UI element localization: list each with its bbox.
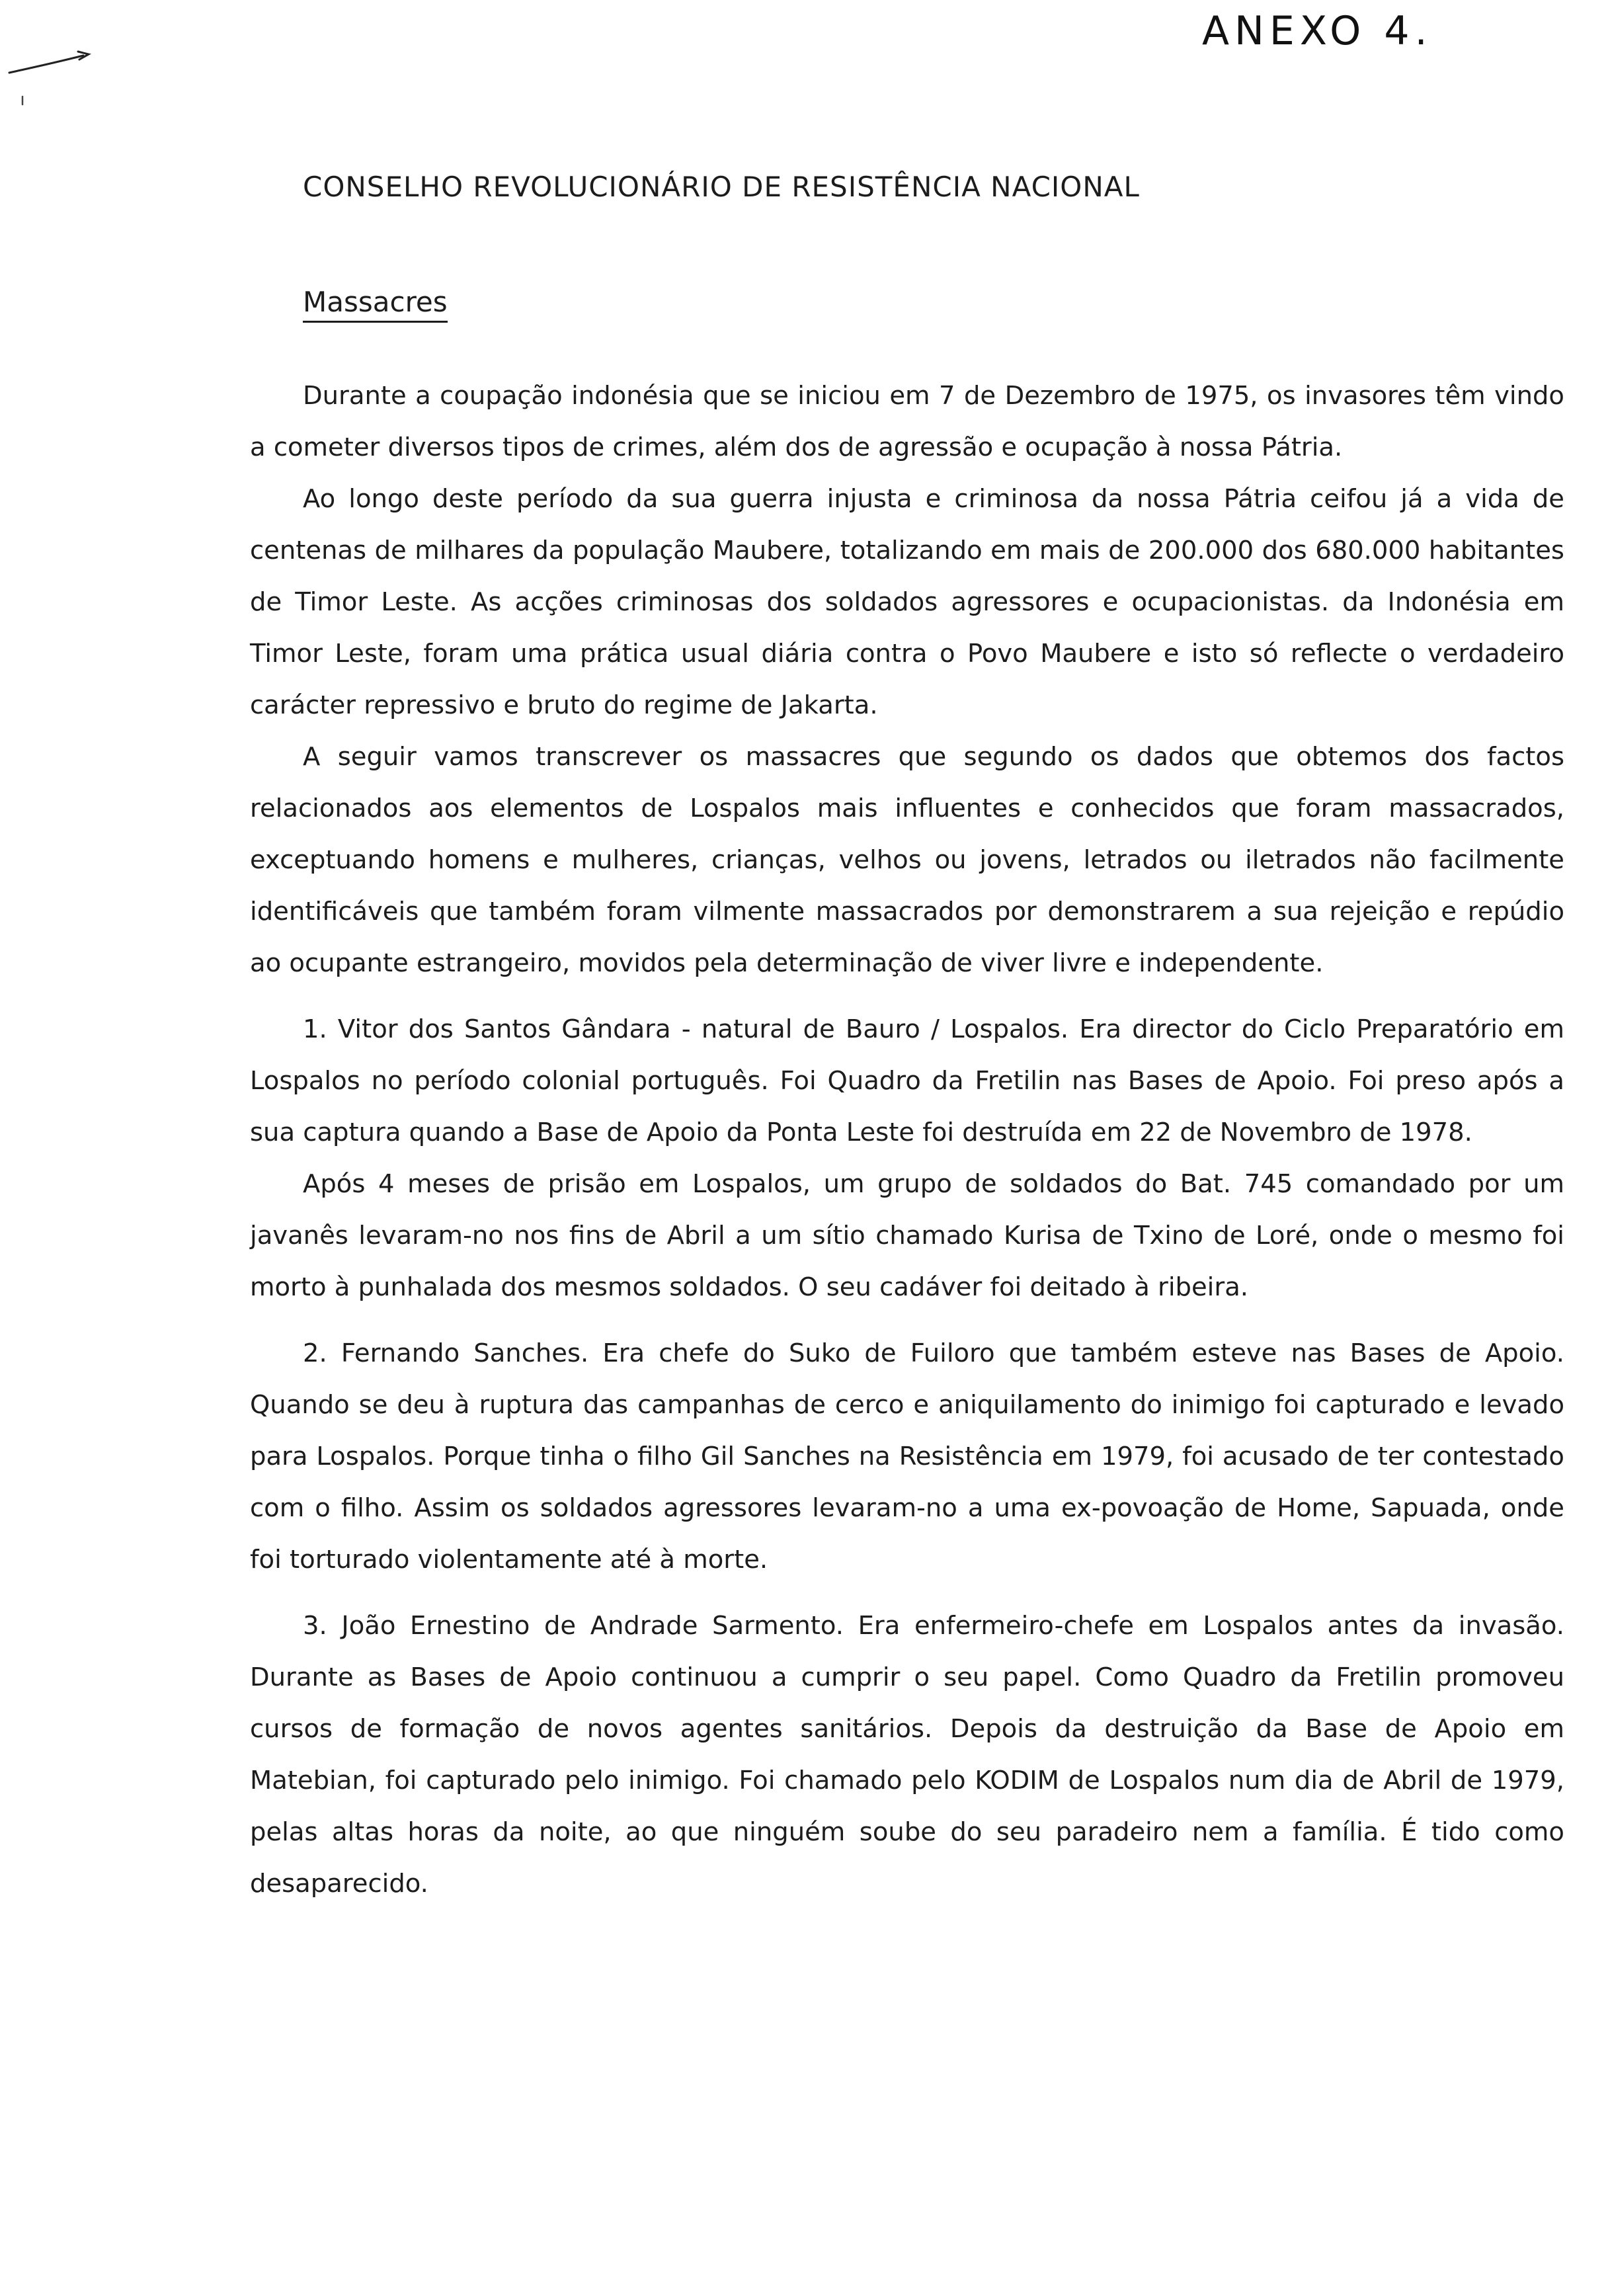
paragraph-period: Ao longo deste período da sua guerra injusta e criminosa da nossa Pátria ceifou já a vida de centenas de milhares da população Maubere, totalizando em mais de 200.000 dos 680.000 habitantes de Timor Leste. As acções criminosas dos soldados agressores e ocupacionistas. da Indonésia em Timor Leste, foram uma prática usual diária contra o Povo Maubere e isto só reflecte o verdadeiro carácter repressivo e bruto do regime de Jakarta. — [250, 484, 1564, 720]
paragraph-item-3: 3. João Ernestino de Andrade Sarmento. Era enfermeiro-chefe em Lospalos antes da invasão. Durante as Bases de Apoio continuou a cumprir o seu papel. Como Quadro da Fretilin promoveu cursos de formação de novos agentes sanitários. Depois da destruição da Base de Apoio em Matebian, foi capturado pelo inimigo. Foi chamado pelo KODIM de Lospalos num dia de Abril de 1979, pelas altas horas da noite, ao que ninguém soube do seu paradeiro nem a família. É tido como desaparecido. — [250, 1611, 1564, 1899]
document-heading: CONSELHO REVOLUCIONÁRIO DE RESISTÊNCIA NACIONAL — [303, 171, 1140, 203]
pen-stroke-mark — [7, 41, 93, 114]
section-title: Massacres — [303, 286, 448, 323]
document-body — [250, 370, 1564, 1910]
paragraph-item-2: 2. Fernando Sanches. Era chefe do Suko de Fuiloro que também esteve nas Bases de Apoio. Quando se deu à ruptura das campanhas de cerco e aniquilamento do inimigo foi capturado e levado para Lospalos. Porque tinha o filho Gil Sanches na Resistência em 1979, foi acusado de ter contestado com o filho. Assim os soldados agressores levaram-no a uma ex-povoação de Home, Sapuada, onde foi torturado violentamente até à morte. — [250, 1338, 1564, 1575]
paragraph-item-1-continued: Após 4 meses de prisão em Lospalos, um grupo de soldados do Bat. 745 comandado por um javanês levaram-no nos fins de Abril a um sítio chamado Kurisa de Txino de Loré, onde o mesmo foi morto à punhalada dos mesmos soldados. O seu cadáver foi deitado à ribeira. — [250, 1169, 1564, 1302]
paragraph-intro: Durante a coupação indonésia que se iniciou em 7 de Dezembro de 1975, os invasores têm vindo a cometer diversos tipos de crimes, além dos de agressão e ocupação à nossa Pátria. — [250, 381, 1564, 462]
paragraph-item-1: 1. Vitor dos Santos Gândara - natural de Bauro / Lospalos. Era director do Ciclo Preparatório em Lospalos no período colonial português. Foi Quadro da Fretilin nas Bases de Apoio. Foi preso após a sua captura quando a Base de Apoio da Ponta Leste foi destruída em 22 de Novembro de 1978. — [250, 1014, 1564, 1147]
paragraph-transcription: A seguir vamos transcrever os massacres que segundo os dados que obtemos dos factos relacionados aos elementos de Lospalos mais influentes e conhecidos que foram massacrados, exceptuando homens e mulheres, crianças, velhos ou jovens, letrados ou iletrados não facilmente identificáveis que também foram vilmente massacrados por demonstrarem a sua rejeição e repúdio ao ocupante estrangeiro, movidos pela determinação de viver livre e independente. — [250, 742, 1564, 978]
annex-label: ANEXO 4. — [1202, 8, 1433, 54]
